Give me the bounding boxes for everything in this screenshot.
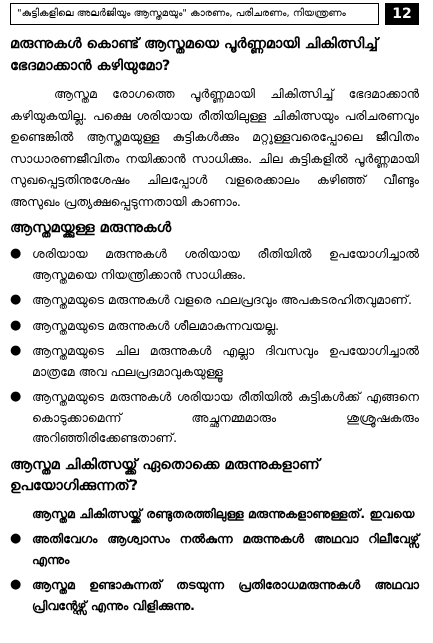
list-item: ● ആസ്തമയുടെ ചില മരുന്നുകൾ എല്ലാ ദിവസവും ഉപയോഗിച്ചാൽ മാത്രമേ അവ ഫലപ്രദമാവുകയുള്ളൂ [10,343,419,379]
section-heading-medicines: ആസ്തമയ്ക്കുള്ള മരുന്നുകൾ [10,220,172,236]
section-paragraph-types: ആസ്തമ ചികിത്സയ്ക്ക് രണ്ടുതരത്തിലുള്ള മരുന്നുകളാണുള്ളത്. ഇവയെ [32,505,415,521]
list-item: ● ആസ്തമയുടെ മരുന്നുകൾ ശരിയായ രീതിയിൽ കുട്ടികൾക്ക് എങ്ങനെ കൊടുക്കാമെന്ന് അച്ഛനമ്മമാരും ശുശ്രൂഷകരും അറിഞ്ഞിരിക്കേണ്ടതാണ്. [10,389,419,445]
list-item: ● ആസ്തമയുടെ മരുന്നുകൾ വളരെ ഫലപ്രദവും അപകടരഹിതവുമാണ്. [10,290,419,311]
bullet-icon: ● [10,317,22,333]
bullet-icon: ● [10,577,22,592]
list-item: ● അതിവേഗം ആശ്വാസം നൽകുന്ന മരുന്നുകൾ അഥവാ റിലീവേഴ്സ് എന്നും [10,531,419,567]
list-item: ● ശരിയായ മരുന്നുകൾ ശരിയായ രീതിയിൽ ഉപയോഗിച്ചാൽ ആസ്തമയെ നിയന്ത്രിക്കാൻ സാധിക്കും. [10,246,419,282]
list-item: ● ആസ്തമ ഉണ്ടാകുന്നത് തടയുന്ന പ്രതിരോധമരുന്നുകൾ അഥവാ പ്രിവന്റേഴ്സ് എന്നും വിളിക്കുന്നു. [10,577,419,613]
section-heading-cure: മരുന്നുകൾ കൊണ്ട് ആസ്തമയെ പൂർണ്ണമായി ചികിത്സിച്ച് ഭേദമാക്കാൻ കഴിയുമോ? [10,36,378,74]
section-paragraph-cure: ആസ്തമ രോഗത്തെ പൂർണ്ണമായി ചികിത്സിച്ച് ഭേദമാക്കാൻ കഴിയുകയില്ല. പക്ഷെ ശരിയായ രീതിയിലുള്ള ചികിത്സയും പരിചരണവും ഉണ്ടെങ്കിൽ ആസ്തമയുള്ള കുട്ടികൾക്കും മറ്റുള്ളവരെപ്പോലെ ജീവിതം സാധാരണജീവിതം നയിക്കാൻ സാധിക്കും. ചില കുട്ടികളിൽ പൂർണ്ണമായി സുഖപ്പെട്ടതിനുശേഷം ചിലപ്പോൾ വളരെക്കാലം കഴിഞ്ഞ് വീണ്ടും അസുഖം പ്രത്യക്ഷപ്പെടുന്നതായി കാണാം. [10,86,419,209]
bullet-icon: ● [10,389,22,404]
bullet-icon: ● [10,531,22,546]
medicine-facts-list [10,244,419,449]
bullet-icon: ● [10,246,22,261]
medicine-types-list [10,529,419,616]
bullet-icon: ● [10,292,22,307]
bullet-icon: ● [10,343,22,358]
running-title: "കുട്ടികളിലെ അലർജിയും ആസ്തമയും" കാരണം, പരിചരണം, നിയന്ത്രണം [10,3,379,25]
list-item: ● ആസ്തമയുടെ മരുന്നുകൾ ശീലമാകുന്നവയല്ല. [10,316,419,337]
page-header [10,3,419,25]
section-heading-which-medicines: ആസ്തമ ചികിത്സയ്ക്ക് ഏതൊക്കെ മരുന്നുകളാണ് ഉപയോഗിക്കുന്നത്? [10,456,320,494]
page-number: 12 [385,3,419,25]
